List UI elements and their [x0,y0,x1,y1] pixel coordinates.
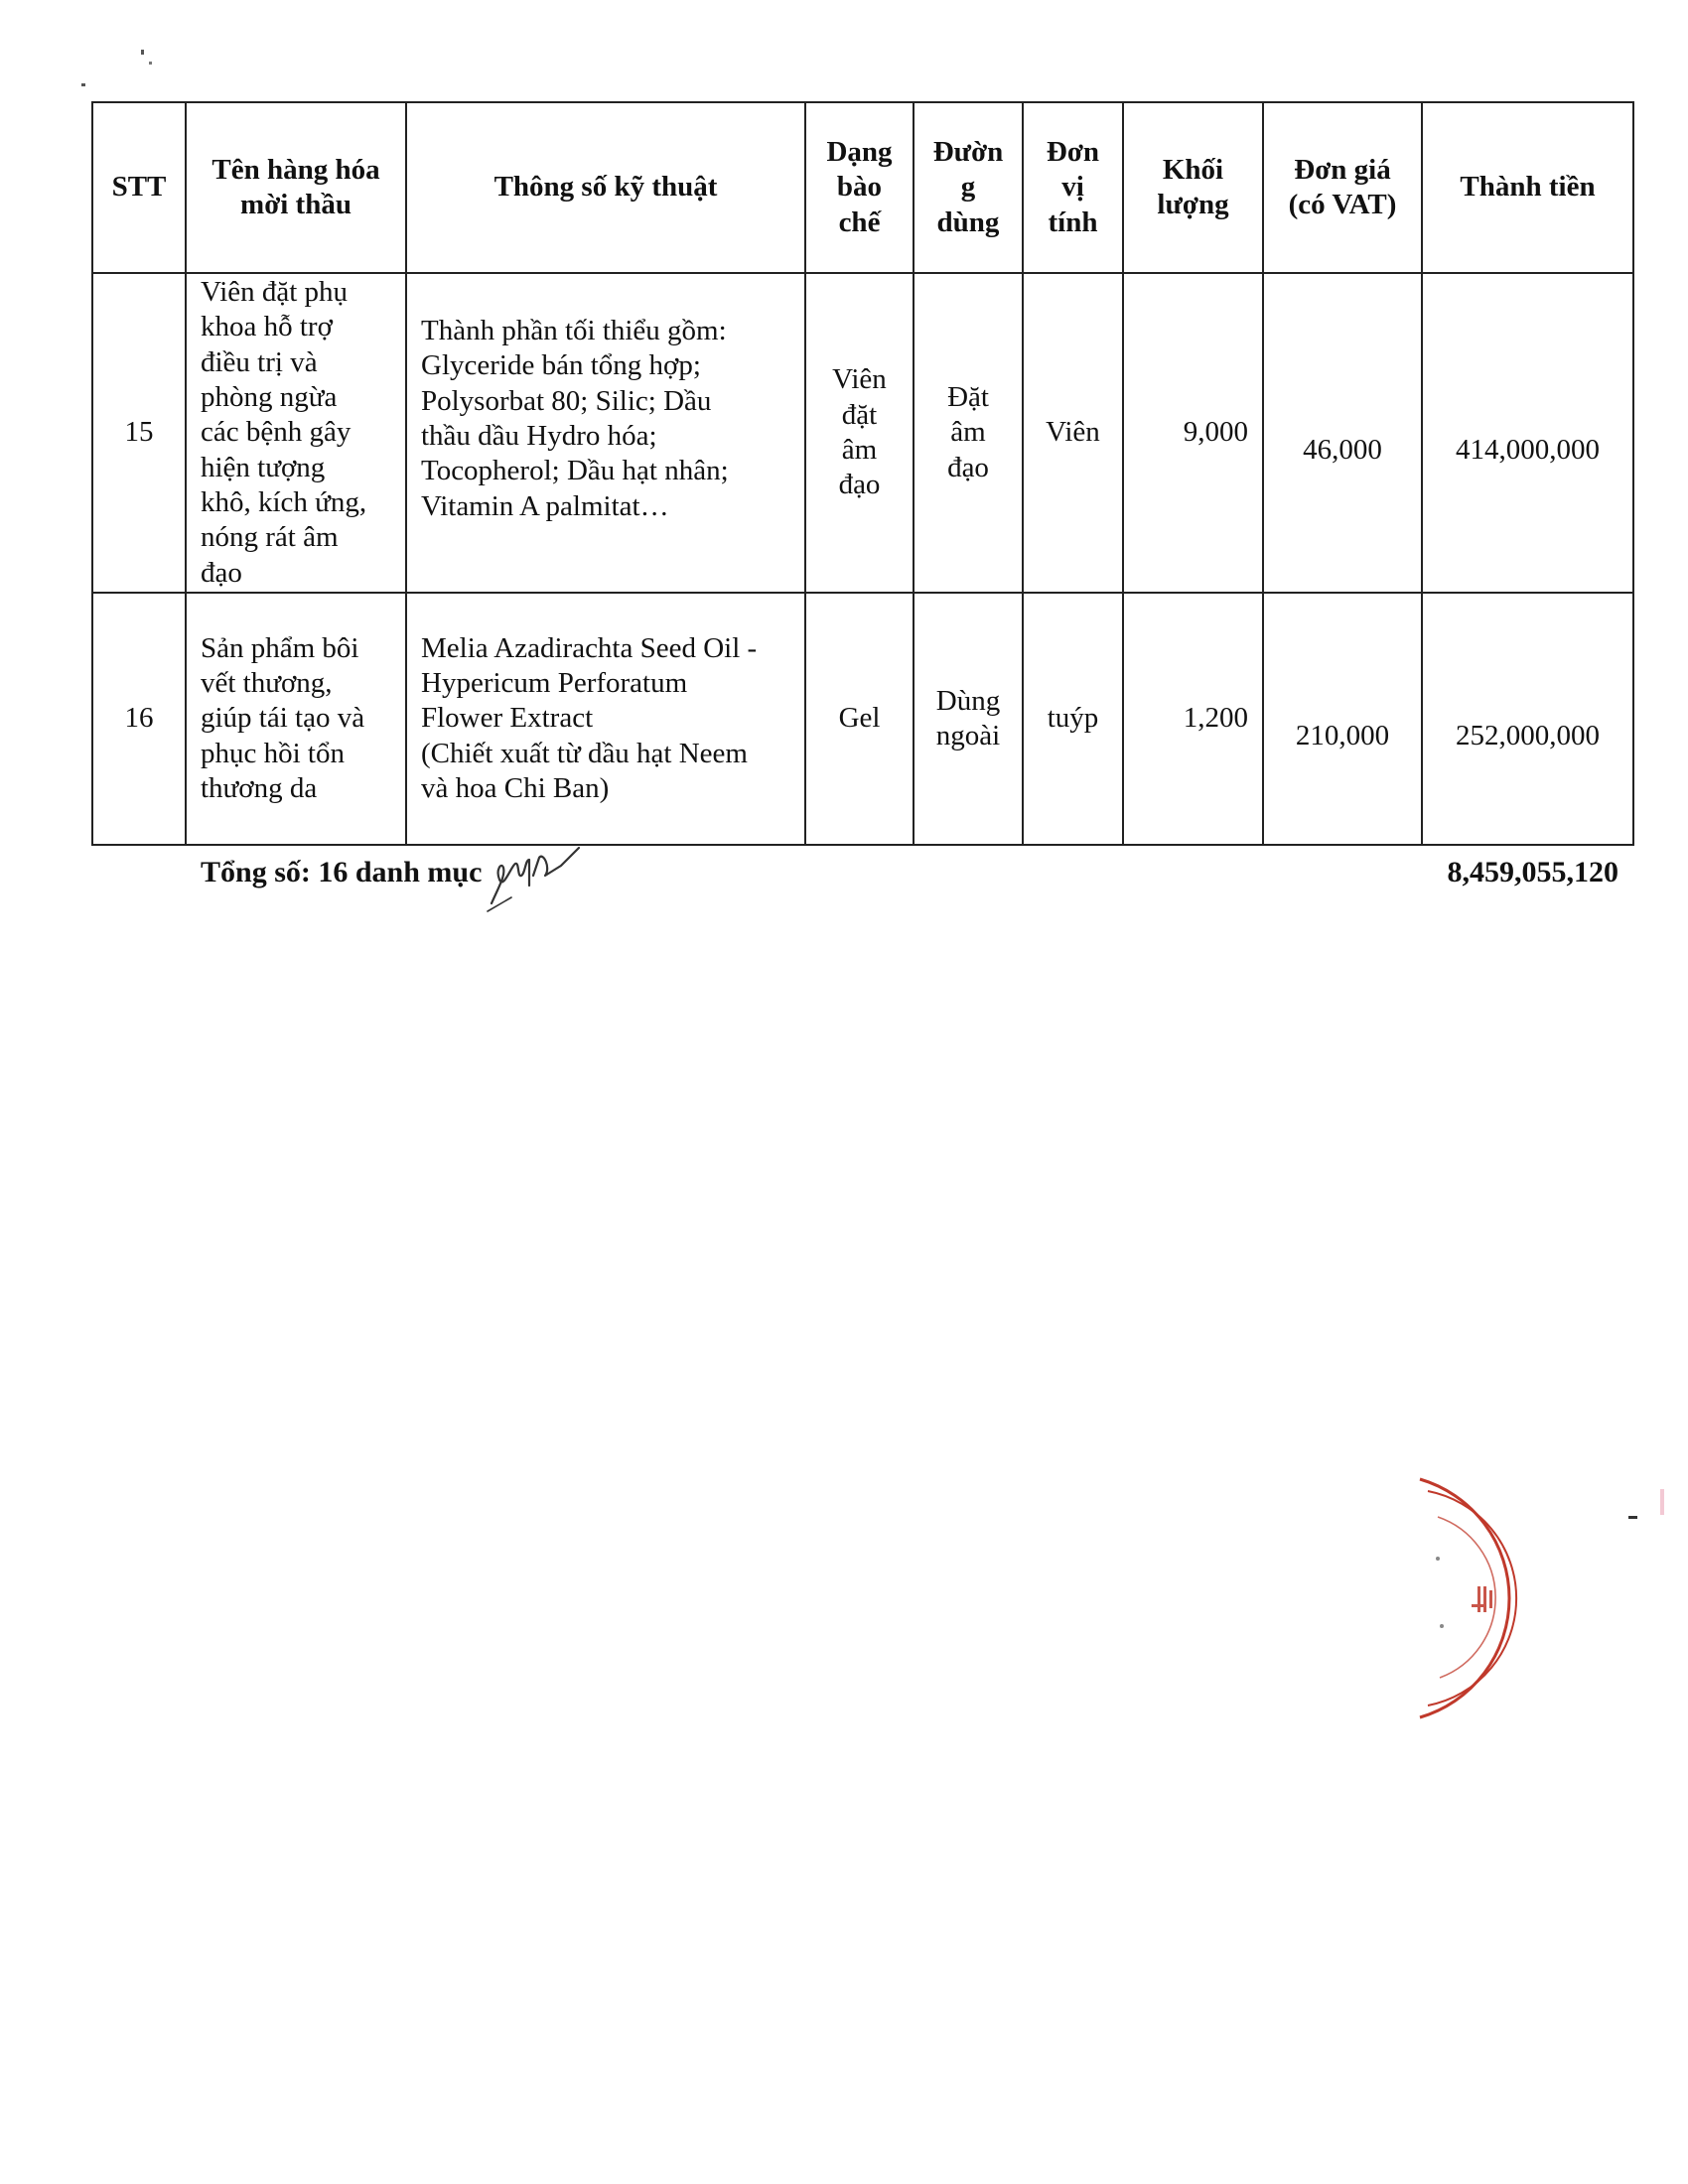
scan-speck [141,50,144,55]
bid-items-table [91,101,1634,846]
cell-specification: Thành phần tối thiểu gồm: Glyceride bán tổng hợp; Polysorbat 80; Silic; Dầu thầu dầu Hydro hóa; Tocopherol; Dầu hạt nhân; Vitamin A palmitat… [406,273,805,593]
table-row [92,273,1633,593]
cell-stt: 15 [92,273,186,593]
scan-speck [81,83,85,86]
cell-dosage-form: Gel [805,593,914,845]
scan-speck [1660,1489,1664,1515]
header-route: Đườn g dùng [914,102,1023,273]
scan-speck [149,62,152,65]
cell-item-name: Viên đặt phụ khoa hỗ trợ điều trị và phòng ngừa các bệnh gây hiện tượng khô, kích ứng, nóng rát âm đạo [186,273,406,593]
cell-unit: tuýp [1023,593,1123,845]
header-specification: Thông số kỹ thuật [406,102,805,273]
header-amount: Thành tiền [1422,102,1633,273]
table-header-row [92,102,1633,273]
cell-unit-price: 46,000 [1263,273,1422,593]
cell-route: Dùng ngoài [914,593,1023,845]
cell-route: Đặt âm đạo [914,273,1023,593]
cell-quantity: 1,200 [1123,593,1263,845]
cell-specification: Melia Azadirachta Seed Oil - Hypericum Perforatum Flower Extract (Chiết xuất từ dầu hạt Neem và hoa Chi Ban) [406,593,805,845]
total-value: 8,459,055,120 [1447,856,1618,888]
cell-dosage-form: Viên đặt âm đạo [805,273,914,593]
total-label: Tổng số: 16 danh mục [201,856,483,888]
cell-stt: 16 [92,593,186,845]
signature-icon [482,846,591,915]
header-quantity: Khối lượng [1123,102,1263,273]
seal-stamp-icon [1410,1469,1539,1727]
header-stt: STT [92,102,186,273]
header-item-name: Tên hàng hóa mời thầu [186,102,406,273]
scan-speck [1628,1516,1637,1519]
cell-item-name: Sản phẩm bôi vết thương, giúp tái tạo và phục hồi tổn thương da [186,593,406,845]
cell-quantity: 9,000 [1123,273,1263,593]
cell-unit: Viên [1023,273,1123,593]
header-unit-price: Đơn giá (có VAT) [1263,102,1422,273]
cell-unit-price: 210,000 [1263,593,1422,845]
cell-amount: 414,000,000 [1422,273,1633,593]
table-row [92,593,1633,845]
cell-amount: 252,000,000 [1422,593,1633,845]
header-unit: Đơn vị tính [1023,102,1123,273]
header-dosage-form: Dạng bào chế [805,102,914,273]
